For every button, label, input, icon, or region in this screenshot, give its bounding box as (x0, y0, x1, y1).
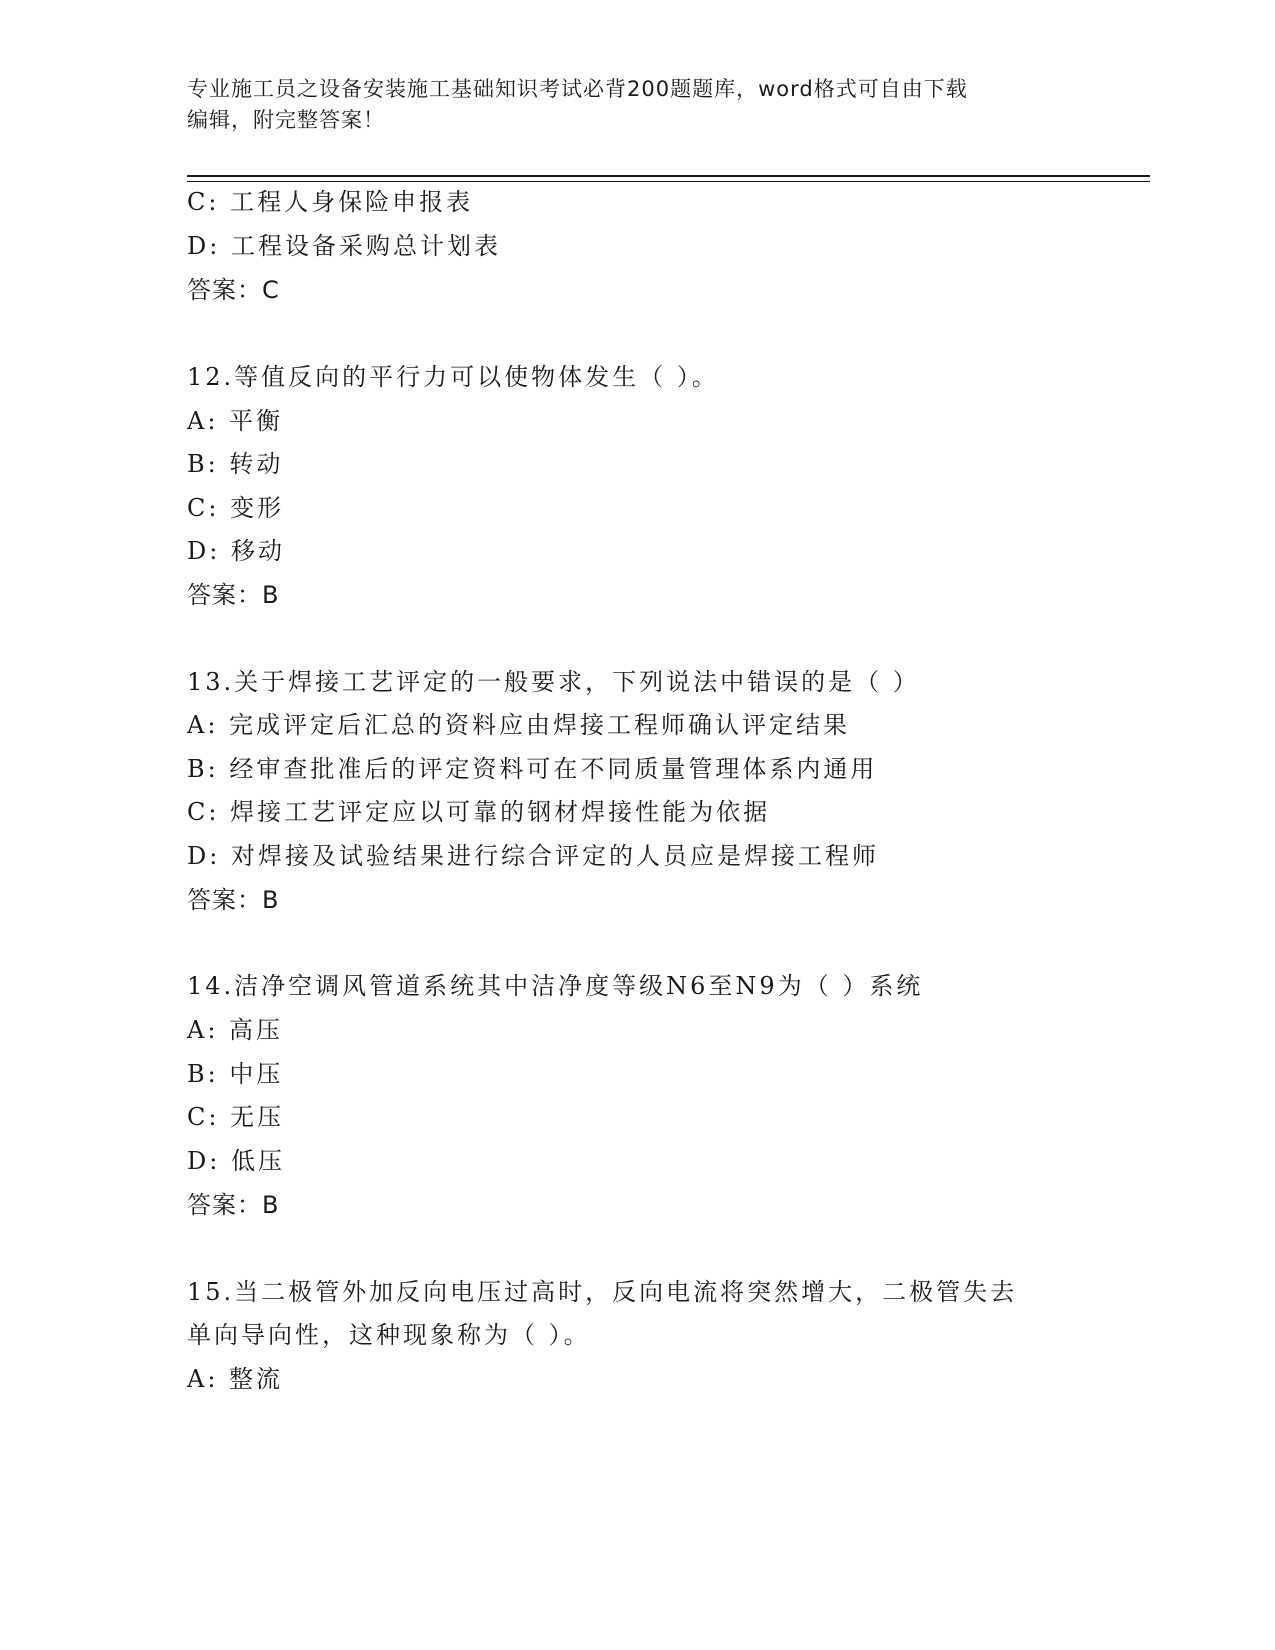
q13-answer: 答案：B (187, 886, 280, 914)
q13-option-a: A: 完成评定后汇总的资料应由焊接工程师确认评定结果 (187, 711, 851, 739)
q14-answer: 答案：B (187, 1191, 280, 1219)
q12-option-c: C: 变形 (187, 494, 285, 522)
q13-option-c: C: 焊接工艺评定应以可靠的钢材焊接性能为依据 (187, 798, 771, 826)
q12-option-a: A: 平衡 (187, 407, 284, 435)
q11-answer: 答案：C (187, 276, 280, 304)
q14-option-d: D: 低压 (187, 1147, 285, 1175)
document-header (187, 74, 1087, 136)
q15-stem-line-2: 单向导向性，这种现象称为（ ）。 (187, 1321, 591, 1349)
header-line-2: 编辑，附完整答案！ (187, 108, 385, 132)
q13-option-d: D: 对焊接及试验结果进行综合评定的人员应是焊接工程师 (187, 842, 879, 870)
header-divider-thick (187, 175, 1150, 177)
q12-option-b: B: 转动 (187, 450, 284, 478)
q12-stem: 12.等值反向的平行力可以使物体发生（ ）。 (187, 363, 719, 391)
q13-stem: 13.关于焊接工艺评定的一般要求，下列说法中错误的是（ ） (187, 668, 920, 696)
q14-option-a: A: 高压 (187, 1016, 284, 1044)
q14-stem: 14.洁净空调风管道系统其中洁净度等级N6至N9为（ ）系统 (187, 972, 924, 1000)
q12-answer: 答案：B (187, 581, 280, 609)
q15-stem-line-1: 15.当二极管外加反向电压过高时，反向电流将突然增大，二极管失去 (187, 1278, 1018, 1306)
q14-option-c: C: 无压 (187, 1103, 285, 1131)
q13-option-b: B: 经审查批准后的评定资料可在不同质量管理体系内通用 (187, 755, 878, 783)
q11-option-c: C: 工程人身保险申报表 (187, 188, 474, 216)
header-divider-thin (187, 181, 1150, 182)
q11-option-d: D: 工程设备采购总计划表 (187, 232, 501, 260)
q14-option-b: B: 中压 (187, 1060, 284, 1088)
header-line-1: 专业施工员之设备安装施工基础知识考试必背200题题库，word格式可自由下载 (187, 77, 968, 101)
q15-option-a: A: 整流 (187, 1365, 284, 1393)
q12-option-d: D: 移动 (187, 537, 285, 565)
